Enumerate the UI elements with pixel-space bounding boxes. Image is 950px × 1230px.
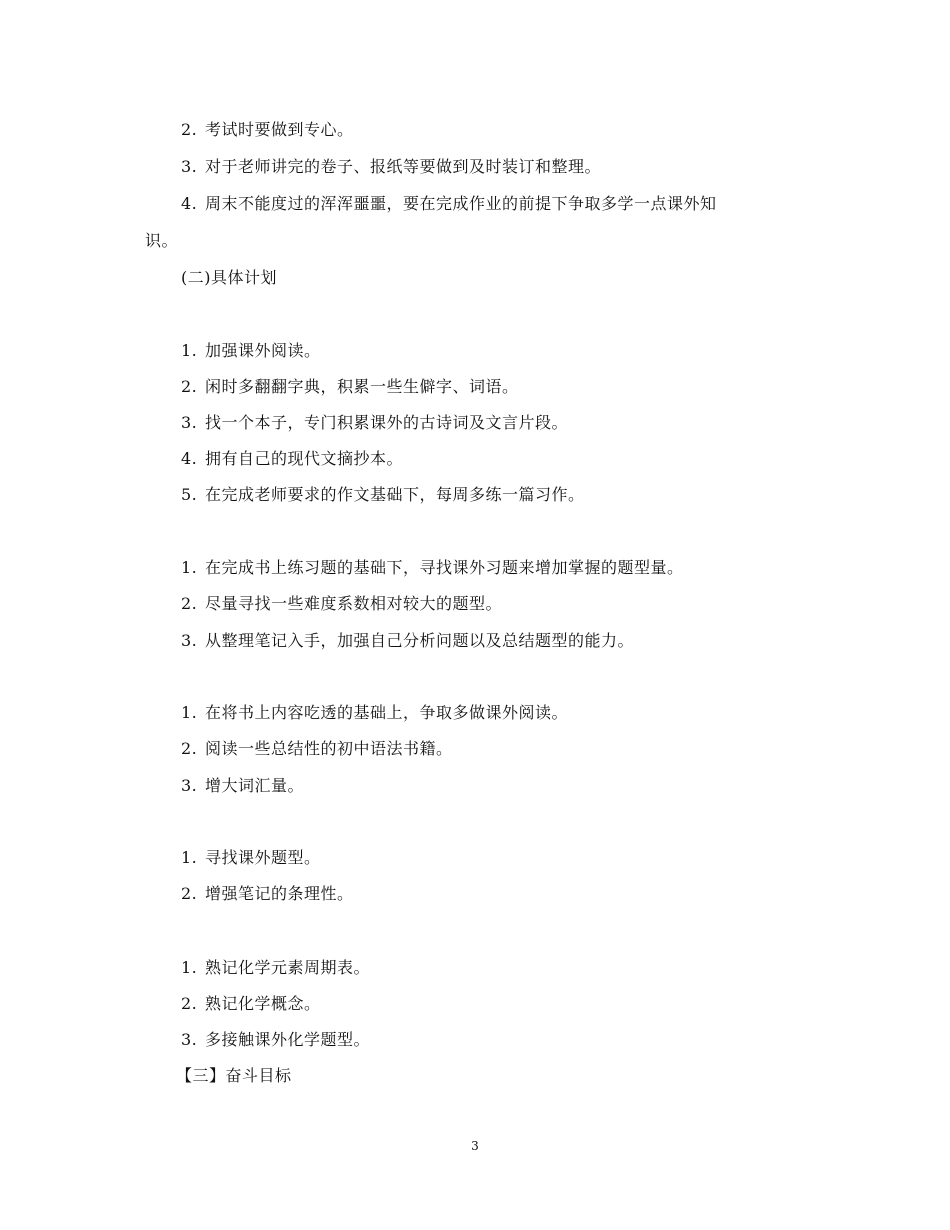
item-text: 从整理笔记入手，加强自己分析问题以及总结题型的能力。 xyxy=(205,631,635,650)
item-number: 1. xyxy=(181,958,198,977)
item-number: 3. xyxy=(181,157,198,176)
item-number: 2. xyxy=(181,884,198,903)
list-item xyxy=(181,120,354,140)
item-number: 2. xyxy=(181,377,198,396)
item-number: 2. xyxy=(181,994,198,1013)
heading-text: (二)具体计划 xyxy=(181,268,277,287)
item-number: 4. xyxy=(181,194,198,213)
item-number: 1. xyxy=(181,703,198,722)
item-text: 尽量寻找一些难度系数相对较大的题型。 xyxy=(205,594,503,613)
list-item xyxy=(181,485,585,505)
item-text: 考试时要做到专心。 xyxy=(205,120,354,139)
item-number: 3. xyxy=(181,413,198,432)
item-number: 1. xyxy=(181,341,198,360)
list-item xyxy=(181,449,403,469)
item-text: 熟记化学元素周期表。 xyxy=(205,958,371,977)
section-heading xyxy=(176,1066,292,1086)
heading-text: 【三】奋斗目标 xyxy=(176,1066,292,1085)
item-text: 找一个本子，专门积累课外的古诗词及文言片段。 xyxy=(205,413,569,432)
item-text: 寻找课外题型。 xyxy=(205,848,321,867)
list-item xyxy=(181,776,304,796)
section-heading xyxy=(181,268,277,288)
item-number: 3. xyxy=(181,631,198,650)
item-text: 在将书上内容吃透的基础上，争取多做课外阅读。 xyxy=(205,703,569,722)
list-item xyxy=(181,1030,370,1050)
item-text: 闲时多翻翻字典，积累一些生僻字、词语。 xyxy=(205,377,519,396)
item-number: 4. xyxy=(181,449,198,468)
item-number: 3. xyxy=(181,1030,198,1049)
list-item xyxy=(181,157,601,177)
item-text: 阅读一些总结性的初中语法书籍。 xyxy=(205,739,453,758)
list-item xyxy=(181,739,453,759)
list-item xyxy=(181,848,321,868)
item-text: 周末不能度过的浑浑噩噩，要在完成作业的前提下争取多学一点课外知 xyxy=(205,194,717,213)
list-item-continuation xyxy=(145,231,178,251)
item-number: 5. xyxy=(181,485,198,504)
item-number: 2. xyxy=(181,594,198,613)
list-item xyxy=(181,558,684,578)
item-text: 加强课外阅读。 xyxy=(205,341,321,360)
list-item xyxy=(181,594,502,614)
list-item xyxy=(181,958,370,978)
list-item xyxy=(181,631,634,651)
list-item xyxy=(181,413,568,433)
list-item xyxy=(181,994,321,1014)
item-number: 1. xyxy=(181,558,198,577)
item-text: 在完成书上练习题的基础下，寻找课外习题来增加掌握的题型量。 xyxy=(205,558,684,577)
item-number: 2. xyxy=(181,120,198,139)
page-number: 3 xyxy=(471,1139,479,1153)
item-text: 对于老师讲完的卷子、报纸等要做到及时装订和整理。 xyxy=(205,157,602,176)
item-text: 增强笔记的条理性。 xyxy=(205,884,354,903)
item-text: 拥有自己的现代文摘抄本。 xyxy=(205,449,404,468)
item-text: 在完成老师要求的作文基础下，每周多练一篇习作。 xyxy=(205,485,585,504)
list-item xyxy=(181,341,321,361)
item-number: 2. xyxy=(181,739,198,758)
item-text: 识。 xyxy=(145,231,179,250)
item-text: 熟记化学概念。 xyxy=(205,994,321,1013)
item-number: 3. xyxy=(181,776,198,795)
item-text: 多接触课外化学题型。 xyxy=(205,1030,371,1049)
item-number: 1. xyxy=(181,848,198,867)
item-text: 增大词汇量。 xyxy=(205,776,305,795)
list-item xyxy=(181,884,354,904)
list-item xyxy=(181,377,519,397)
list-item xyxy=(181,194,717,214)
list-item xyxy=(181,703,568,723)
